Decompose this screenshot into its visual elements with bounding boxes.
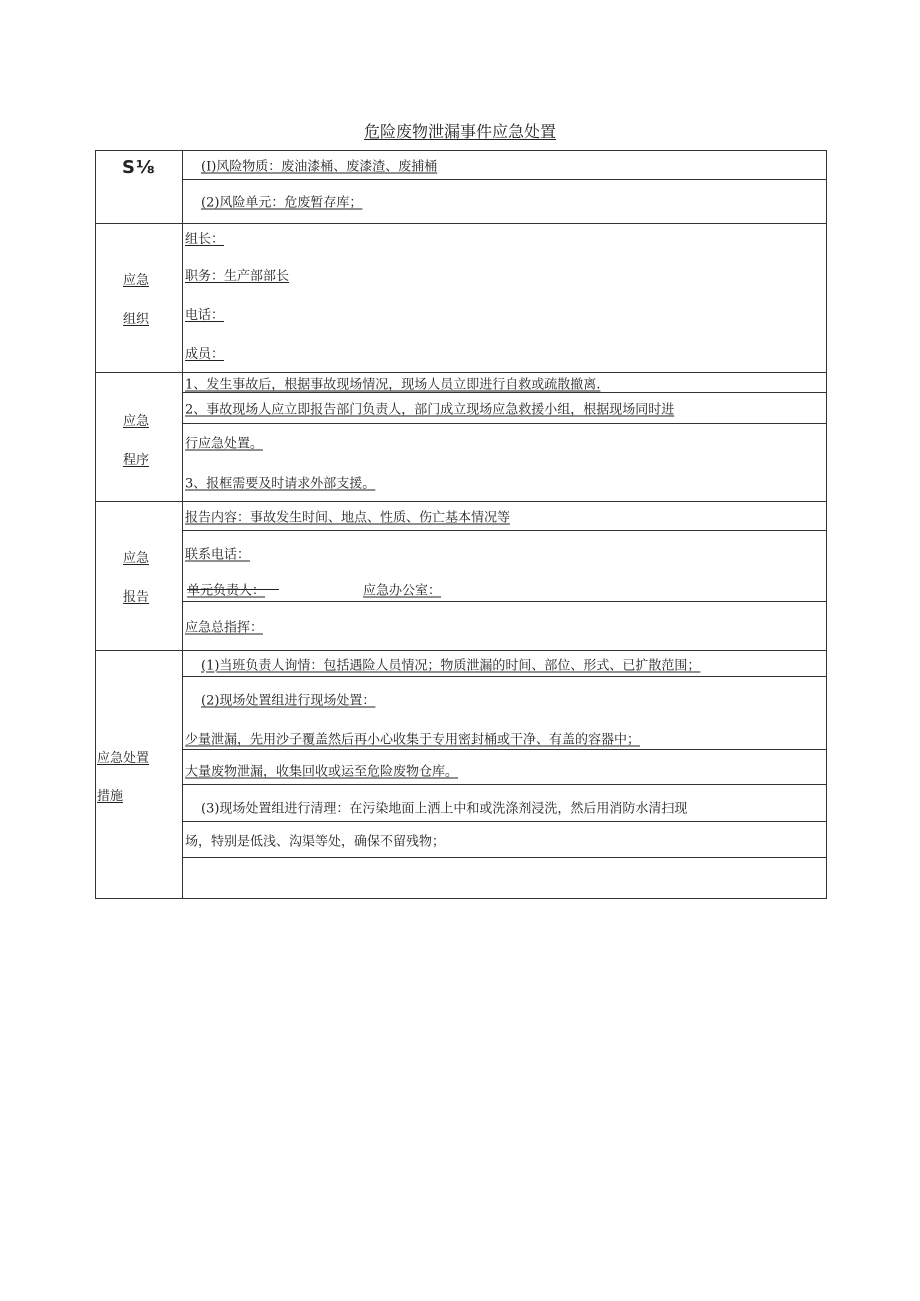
procedure-section [96, 373, 827, 502]
risk-material-line: (I)风险物质：废油漆桶、废漆渣、废捕桶 [183, 151, 826, 180]
org-section [96, 224, 827, 373]
report-commander-line: 应急总指挥： [185, 620, 264, 635]
measures-label-cell [96, 651, 183, 899]
measures-label-1: 应急处置 [97, 751, 150, 766]
report-label-2: 报告 [123, 590, 150, 605]
procedure-step-3: 3、报框需要及时请求外部支援。 [185, 476, 376, 492]
org-label-cell [96, 224, 183, 373]
measure-3: (3)现场处置组进行清理：在污染地面上洒上中和或洗涤剂浸洗，然后用消防水清扫现 [183, 785, 826, 822]
measure-2-large-leak: 大量废物泄漏，收集回收或运至危险废物仓库。 [183, 750, 826, 785]
org-members: 成员： [185, 347, 225, 362]
measure-1: (1)当班负责人询情：包括遇险人员情况；物质泄漏的时间、部位、形式、已扩散范围； [183, 651, 826, 677]
report-section [96, 502, 827, 651]
procedure-step-1: 1、发生事故后，根据事故现场情况，现场人员立即进行自救或疏散撤离. [183, 373, 826, 393]
measure-2-small-leak: 少量泄漏，先用沙子覆盖然后再小心收集于专用密封桶或干净、有盖的容器中； [185, 732, 641, 748]
risk-code: S⅛ [122, 157, 156, 178]
measures-empty-row [183, 858, 826, 896]
procedure-step-2-cont: 行应急处置。 3、报框需要及时请求外部支援。 [185, 436, 376, 492]
report-contact-phone: 联系电话： [185, 547, 251, 563]
org-label-2: 组织 [123, 312, 150, 327]
org-phone: 电话： [185, 308, 225, 323]
emergency-table [95, 150, 827, 899]
risk-unit-line: (2)风险单元：危废暂存库； [201, 195, 363, 211]
procedure-label-cell [96, 373, 183, 502]
procedure-label-2: 程序 [123, 453, 150, 468]
report-content-line: 报告内容：事故发生时间、地点、性质、伤亡基本情况等 [183, 502, 826, 531]
procedure-step-2: 2、事故现场人应立即报告部门负责人，部门成立现场应急救援小组，根据现场同时进 [183, 393, 826, 424]
procedure-label-1: 应急 [123, 414, 150, 429]
org-label-1: 应急 [123, 273, 150, 288]
measure-3-cont: 场，特别是低浅、沟渠等处，确保不留残物； [183, 822, 826, 858]
report-office: 应急办公室： [363, 583, 442, 599]
report-label-1: 应急 [123, 551, 150, 566]
document-title: 危险废物泄漏事件应急处置 [363, 122, 556, 141]
report-contact-block: 联系电话： 单元负责人： 应急办公室： [183, 531, 826, 602]
org-leader: 组长： [185, 232, 225, 247]
report-label-cell [96, 502, 183, 651]
measures-label-2: 措施 [97, 789, 124, 804]
risk-code-cell [96, 151, 183, 224]
org-position: 职务：生产部部长 [185, 269, 290, 284]
measure-2: (2)现场处置组进行现场处置： [201, 693, 376, 709]
measures-section [96, 651, 827, 899]
measure-2-block [183, 677, 826, 750]
risk-section [96, 151, 827, 224]
